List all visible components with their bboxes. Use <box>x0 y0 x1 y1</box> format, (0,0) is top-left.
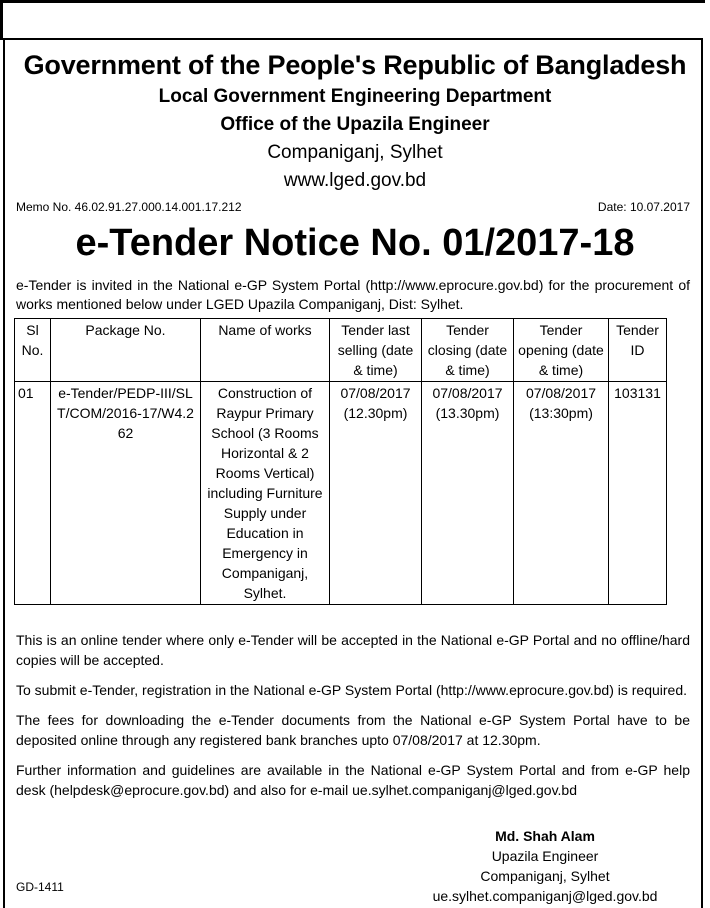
notice-title: e-Tender Notice No. 01/2017-18 <box>75 222 635 264</box>
col-id: Tender ID <box>609 319 667 382</box>
document-code: GD-1411 <box>16 880 64 894</box>
signatory-designation: Upazila Engineer <box>491 848 599 864</box>
paragraph-registration: To submit e-Tender, registration in the National e-GP System Portal (http://www.eprocure.gov.bd) is required. <box>16 682 688 698</box>
office-heading: Office of the Upazila Engineer <box>220 114 490 135</box>
paragraph-fees: The fees for downloading the e-Tender documents from the National e-GP System Portal have to be deposited online through any registered bank branches upto 07/08/2017 at 12.30pm. <box>16 712 690 748</box>
col-opening: Tender opening (date & time) <box>514 319 609 382</box>
department-heading: Local Government Engineering Department <box>158 86 552 107</box>
memo-number: Memo No. 46.02.91.27.000.14.001.17.212 <box>16 200 242 214</box>
cell-opening: 07/08/2017 (13:30pm) <box>514 382 609 605</box>
col-package: Package No. <box>51 319 201 382</box>
table-row <box>15 382 667 605</box>
top-border <box>0 0 705 3</box>
notice-paragraphs <box>16 630 690 810</box>
location-heading: Companiganj, Sylhet <box>267 142 443 163</box>
cell-sl: 01 <box>15 382 51 605</box>
col-sl: Sl No. <box>15 319 51 382</box>
signatory-name: Md. Shah Alam <box>495 828 595 844</box>
cell-closing: 07/08/2017 (13.30pm) <box>422 382 514 605</box>
signatory-email: ue.sylhet.companiganj@lged.gov.bd <box>432 888 658 904</box>
left-border-stub <box>0 0 3 40</box>
cell-works: Construction of Raypur Primary School (3 Rooms Horizontal & 2 Rooms Vertical) including Furniture Supply under Education in Emergency in Companiganj, Sylhet. <box>201 382 330 605</box>
intro-text: e-Tender is invited in the National e-GP System Portal (http://www.eprocure.gov.bd) for the procurement of works mentioned below under LGED Upazila Companiganj, Dist: Sylhet. <box>16 277 690 312</box>
paragraph-info: Further information and guidelines are available in the National e-GP System Portal and from e-GP help desk (helpdesk@eprocure.gov.bd) and also for e-mail ue.sylhet.companiganj@lged.gov.bd <box>16 762 690 798</box>
cell-selling: 07/08/2017 (12.30pm) <box>330 382 422 605</box>
cell-id: 103131 <box>609 382 667 605</box>
website-heading: www.lged.gov.bd <box>283 170 427 191</box>
signature-block <box>400 826 690 906</box>
tender-table <box>14 318 667 605</box>
government-heading: Government of the People's Republic of Bangladesh <box>23 50 687 80</box>
col-selling: Tender last selling (date & time) <box>330 319 422 382</box>
paragraph-online: This is an online tender where only e-Tender will be accepted in the National e-GP Portal and no offline/hard copies will be accepted. <box>16 632 690 668</box>
table-header-row <box>15 319 667 382</box>
memo-date: Date: 10.07.2017 <box>597 200 690 214</box>
signatory-place: Companiganj, Sylhet <box>480 868 610 884</box>
col-closing: Tender closing (date & time) <box>422 319 514 382</box>
cell-package: e-Tender/PEDP-III/SLT/COM/2016-17/W4.262 <box>51 382 201 605</box>
col-works: Name of works <box>201 319 330 382</box>
